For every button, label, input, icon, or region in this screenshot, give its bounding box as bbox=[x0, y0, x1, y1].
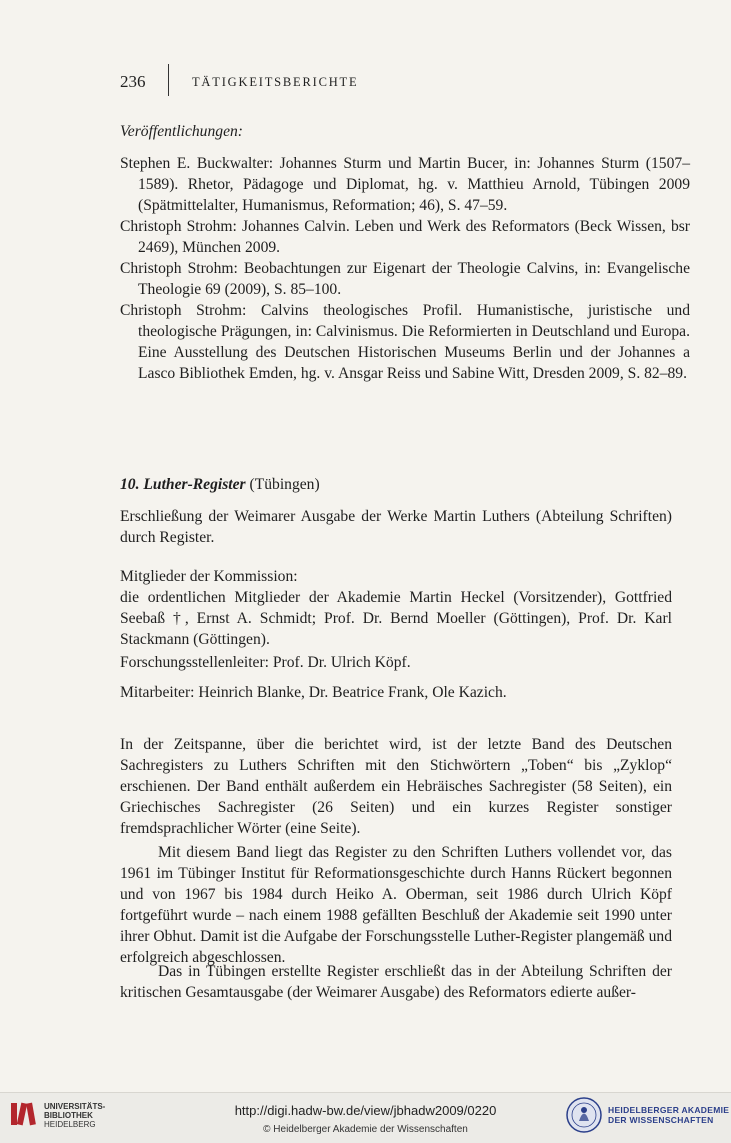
page-number: 236 bbox=[120, 72, 146, 91]
running-title: TÄTIGKEITSBERICHTE bbox=[192, 75, 359, 89]
staff-list: Mitarbeiter: Heinrich Blanke, Dr. Beatrice Frank, Ole Kazich. bbox=[120, 684, 507, 701]
body-paragraph: Das in Tübingen erstellte Register erschließt das in der Abteilung Schriften der kritischen Gesamtausgabe (der Weimarer Ausgabe) des Reformators edierte außer- bbox=[120, 963, 672, 1001]
body-paragraph: Mit diesem Band liegt das Register zu den Schriften Luthers vollendet vor, das 1961 im Tübinger Institut für Reformationsgeschichte durch Hanns Rückert begonnen und von 1967 bis 1984 durch Heiko A. Oberman, seit 1986 durch Ulrich Köpf fortgeführt wurde – nach einem 1988 gefällten Beschluß der Akademie seit 1990 unter ihrer Obhut. Damit ist die Aufgabe der Forschungsstelle Luther-Register plangemäß und erfolgreich abgeschlossen. bbox=[120, 844, 672, 966]
research-head: Forschungsstellenleiter: Prof. Dr. Ulrich Köpf. bbox=[120, 654, 411, 671]
copyright-notice: © Heidelberger Akademie der Wissenschaften bbox=[263, 1124, 468, 1135]
academy-name: HEIDELBERGER AKADEMIE DER WISSENSCHAFTEN bbox=[608, 1105, 730, 1125]
section-title: 10. Luther-Register bbox=[120, 476, 246, 493]
viewer-footer bbox=[0, 1092, 731, 1143]
publication-entry: Stephen E. Buckwalter: Johannes Sturm und Martin Bucer, in: Johannes Sturm (1507–1589). Rhetor, Pädagoge und Diplomat, hg. v. Matthieu Arnold, Tübingen 2009 (Spätmittelalter, Humanismus, Reformation; 46), S. 47–59. bbox=[120, 155, 690, 214]
academy-seal-icon bbox=[566, 1097, 602, 1133]
header-divider bbox=[168, 64, 169, 96]
publication-entry: Christoph Strohm: Calvins theologisches Profil. Humanistische, juristische und theologische Prägungen, in: Calvinismus. Die Reformierten in Deutschland und Europa. Eine Ausstellung des Deutschen Historischen Museums Berlin und der Johannes a Lasco Bibliothek Emden, hg. v. Ansgar Reiss und Sabine Witt, Dresden 2009, S. 82–89. bbox=[120, 302, 690, 382]
page-header bbox=[120, 72, 673, 94]
publications-heading: Veröffentlichungen: bbox=[120, 123, 243, 140]
publication-entry: Christoph Strohm: Beobachtungen zur Eigenart der Theologie Calvins, in: Evangelische Theologie 69 (2009), S. 85–100. bbox=[120, 260, 690, 298]
permalink-url[interactable]: http://digi.hadw-bw.de/view/jbhadw2009/0220 bbox=[234, 1103, 497, 1118]
body-paragraph: In der Zeitspanne, über die berichtet wird, ist der letzte Band des Deutschen Sachregisters zu Luthers Schriften mit den Stichwörtern „Toben“ bis „Zyklop“ erschienen. Der Band enthält außerdem ein Hebräisches Sachregister (58 Seiten), ein Griechisches Sachregister (26 Seiten) und ein kurzes Register sonstiger fremdsprachlicher Wörter (eine Seite). bbox=[120, 736, 672, 837]
commission-heading: Mitglieder der Kommission: bbox=[120, 568, 298, 585]
section-location: (Tübingen) bbox=[245, 476, 320, 493]
commission-members: die ordentlichen Mitglieder der Akademie Martin Heckel (Vorsitzender), Gottfried Seebaß †, Ernst A. Schmidt; Prof. Dr. Bernd Moeller (Göttingen), Prof. Dr. Karl Stackmann (Göttingen). bbox=[120, 589, 672, 648]
section-heading bbox=[120, 474, 672, 495]
publication-entry: Christoph Strohm: Johannes Calvin. Leben und Werk des Reformators (Beck Wissen, bsr 2469), München 2009. bbox=[120, 218, 690, 256]
library-name: UNIVERSITÄTS- BIBLIOTHEK HEIDELBERG bbox=[44, 1102, 106, 1129]
section-description: Erschließung der Weimarer Ausgabe der Werke Martin Luthers (Abteilung Schriften) durch Register. bbox=[120, 508, 672, 546]
